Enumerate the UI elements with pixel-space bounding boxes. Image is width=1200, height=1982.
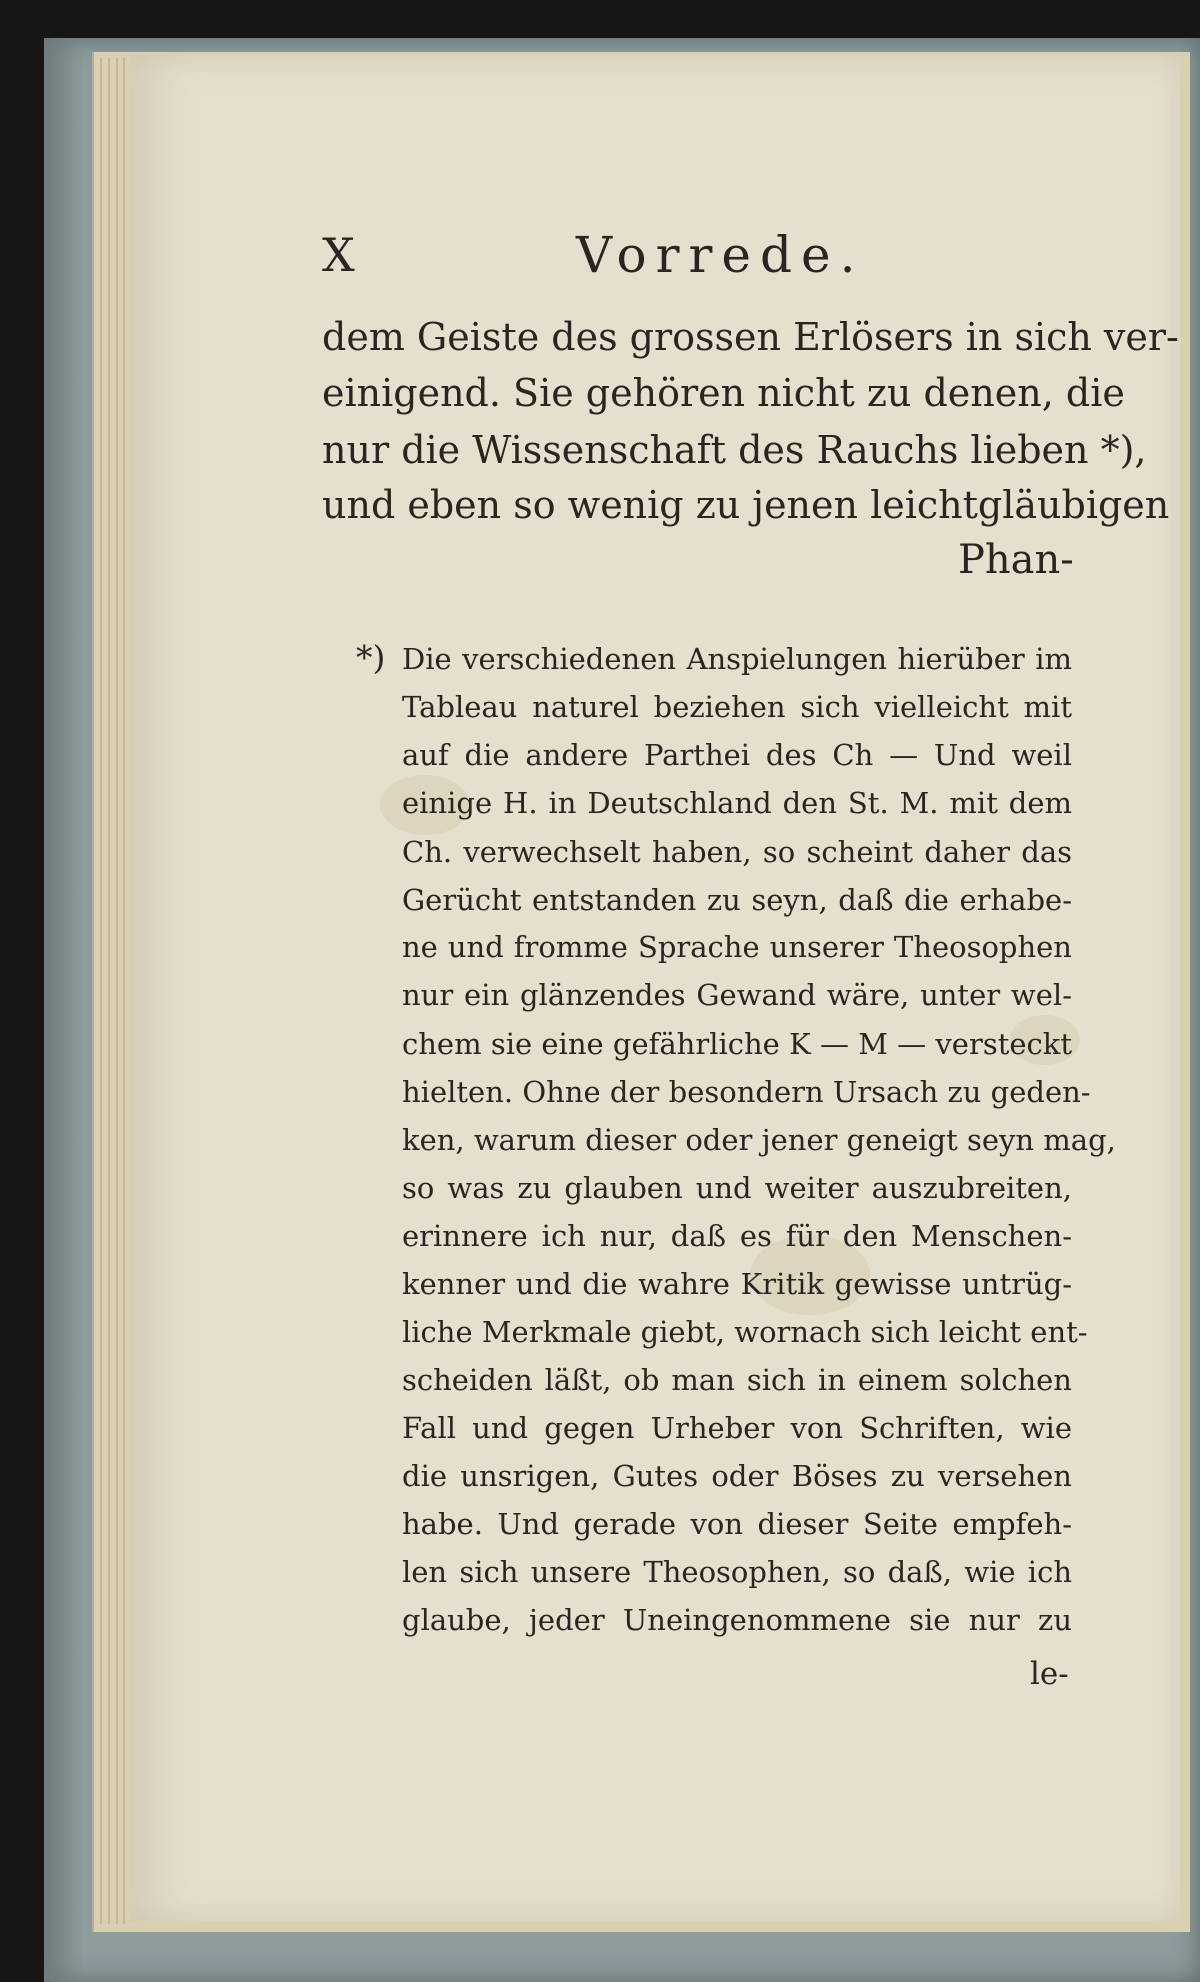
body-text-line: und eben so wenig zu jenen leichtgläubigen	[322, 483, 1170, 527]
page-edge-line	[123, 58, 125, 1924]
body-text-line: dem Geiste des grossen Erlösers in sich ver-	[322, 315, 1179, 359]
footnote-line: so was zu glauben und weiter auszubreiten,	[402, 1171, 1072, 1205]
footnote-line: kenner und die wahre Kritik gewisse untrüg-	[402, 1267, 1072, 1301]
footnote-line: Fall und gegen Urheber von Schriften, wie	[402, 1411, 1072, 1445]
footnote-line: scheiden läßt, ob man sich in einem solchen	[402, 1363, 1072, 1397]
footnote-line: chem sie eine gefährliche K — M — versteckt	[402, 1027, 1072, 1061]
page-edge-line	[116, 58, 118, 1924]
body-text-line: nur die Wissenschaft des Rauchs lieben *),	[322, 428, 1147, 472]
page-edge-line	[100, 58, 102, 1924]
footnote-line: Ch. verwechselt haben, so scheint daher das	[402, 835, 1072, 869]
footnote-line: erinnere ich nur, daß es für den Menschen-	[402, 1219, 1072, 1253]
page-edge-line	[108, 58, 110, 1924]
footnote-line: Gerücht entstanden zu seyn, daß die erhabe-	[402, 883, 1072, 917]
footnote-line: glaube, jeder Uneingenommene sie nur zu	[402, 1603, 1072, 1637]
footnote-line: habe. Und gerade von dieser Seite empfeh-	[402, 1507, 1072, 1541]
footnote-line: ken, warum dieser oder jener geneigt seyn mag,	[402, 1123, 1116, 1157]
page-number: X	[322, 228, 357, 282]
running-head: Vorrede.	[576, 226, 865, 284]
footnote-line: len sich unsere Theosophen, so daß, wie ich	[402, 1555, 1072, 1589]
footnote-line: die unsrigen, Gutes oder Böses zu versehen	[402, 1459, 1072, 1493]
footnote-line: nur ein glänzendes Gewand wäre, unter wel-	[402, 978, 1072, 1012]
footnote-line: auf die andere Parthei des Ch — Und weil	[402, 738, 1072, 772]
footnote-line: Tableau naturel beziehen sich vielleicht mit	[402, 690, 1072, 724]
footnote-catchword: le-	[1030, 1656, 1069, 1692]
footnote-line: hielten. Ohne der besondern Ursach zu geden-	[402, 1075, 1091, 1109]
footnote-line: ne und fromme Sprache unserer Theosophen	[402, 930, 1072, 964]
footnote-line: Die verschiedenen Anspielungen hierüber im	[402, 642, 1072, 676]
catchword: Phan-	[958, 537, 1074, 583]
footnote-line: einige H. in Deutschland den St. M. mit dem	[402, 786, 1072, 820]
footnote-marker: *)	[356, 638, 386, 677]
body-text-line: einigend. Sie gehören nicht zu denen, die	[322, 371, 1125, 415]
cover-shadow	[44, 38, 84, 1982]
footnote-line: liche Merkmale giebt, wornach sich leicht ent-	[402, 1315, 1088, 1349]
